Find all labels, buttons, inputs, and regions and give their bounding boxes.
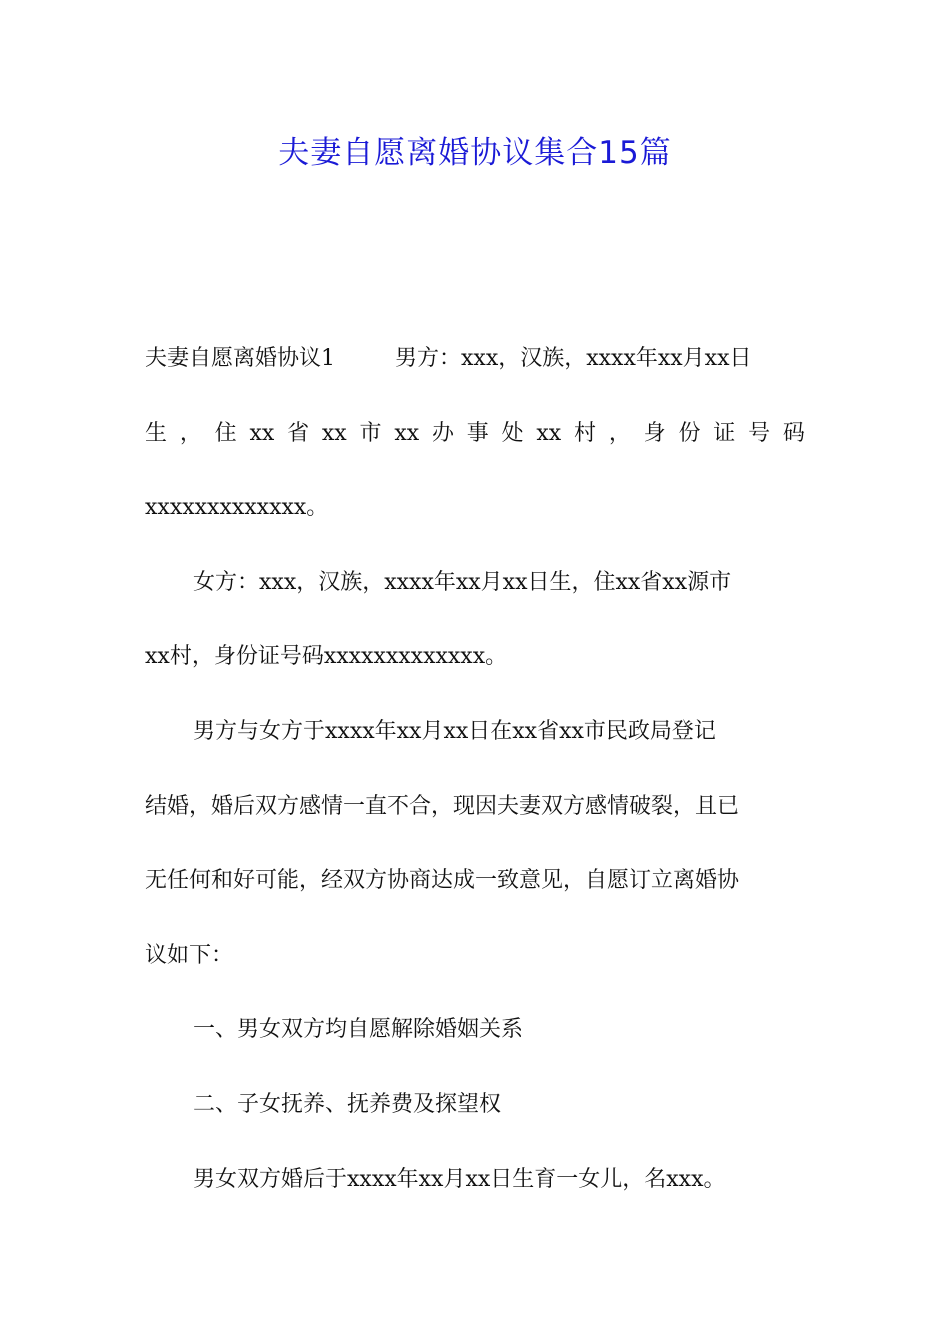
paragraph-line: 结婚，婚后双方感情一直不合，现因夫妻双方感情破裂，且已 xyxy=(145,793,740,819)
paragraph-text: ， xyxy=(179,420,202,446)
paragraph-text: ， xyxy=(608,420,631,446)
paragraph-text: 办 xyxy=(431,420,454,446)
document-title: 夫妻自愿离婚协议集合15篇 xyxy=(278,135,672,171)
paragraph-text: 村 xyxy=(574,420,597,446)
paragraph-text: 男方：xxx，汉族，xxxx年xx月xx日 xyxy=(395,346,752,371)
paragraph-line: 男方与女方于xxxx年xx月xx日在xx省xx市民政局登记 xyxy=(193,718,716,744)
paragraph-line: 男女双方婚后于xxxx年xx月xx日生育一女儿，名xxx。 xyxy=(193,1166,726,1192)
document-body xyxy=(145,336,805,1231)
paragraph-text: 证 xyxy=(713,420,736,446)
paragraph-text: 份 xyxy=(678,420,701,446)
paragraph-text: 处 xyxy=(501,420,524,446)
paragraph-text: xx xyxy=(249,420,275,446)
paragraph-line xyxy=(145,336,805,411)
paragraph-text: 省 xyxy=(287,420,310,446)
paragraph-line: 无任何和好可能，经双方协商达成一致意见，自愿订立离婚协 xyxy=(145,868,740,894)
paragraph-line: 女方：xxx，汉族，xxxx年xx月xx日生，住xx省xx源市 xyxy=(193,569,732,595)
section-heading: 二、子女抚养、抚养费及探望权 xyxy=(193,1091,502,1117)
paragraph-line: 议如下： xyxy=(145,942,234,968)
paragraph-text: 事 xyxy=(466,420,489,446)
paragraph-text: xx xyxy=(394,420,420,446)
paragraph-text: 市 xyxy=(359,420,382,446)
paragraph-text: 生 xyxy=(145,420,168,446)
paragraph-line: xx村，身份证号码xxxxxxxxxxxxx。 xyxy=(145,644,508,670)
paragraph-text: xx xyxy=(321,420,347,446)
paragraph-text: 住 xyxy=(214,420,237,446)
paragraph-text: 号 xyxy=(748,420,771,446)
paragraph-text: xx xyxy=(536,420,562,446)
paragraph-text: 码 xyxy=(782,420,805,446)
paragraph-line: xxxxxxxxxxxxx。 xyxy=(145,495,329,521)
section-heading: 一、男女双方均自愿解除婚姻关系 xyxy=(193,1017,524,1043)
agreement-heading: 夫妻自愿离婚协议1 xyxy=(145,346,335,371)
paragraph-text: 身 xyxy=(643,420,666,446)
paragraph-line xyxy=(145,411,805,486)
